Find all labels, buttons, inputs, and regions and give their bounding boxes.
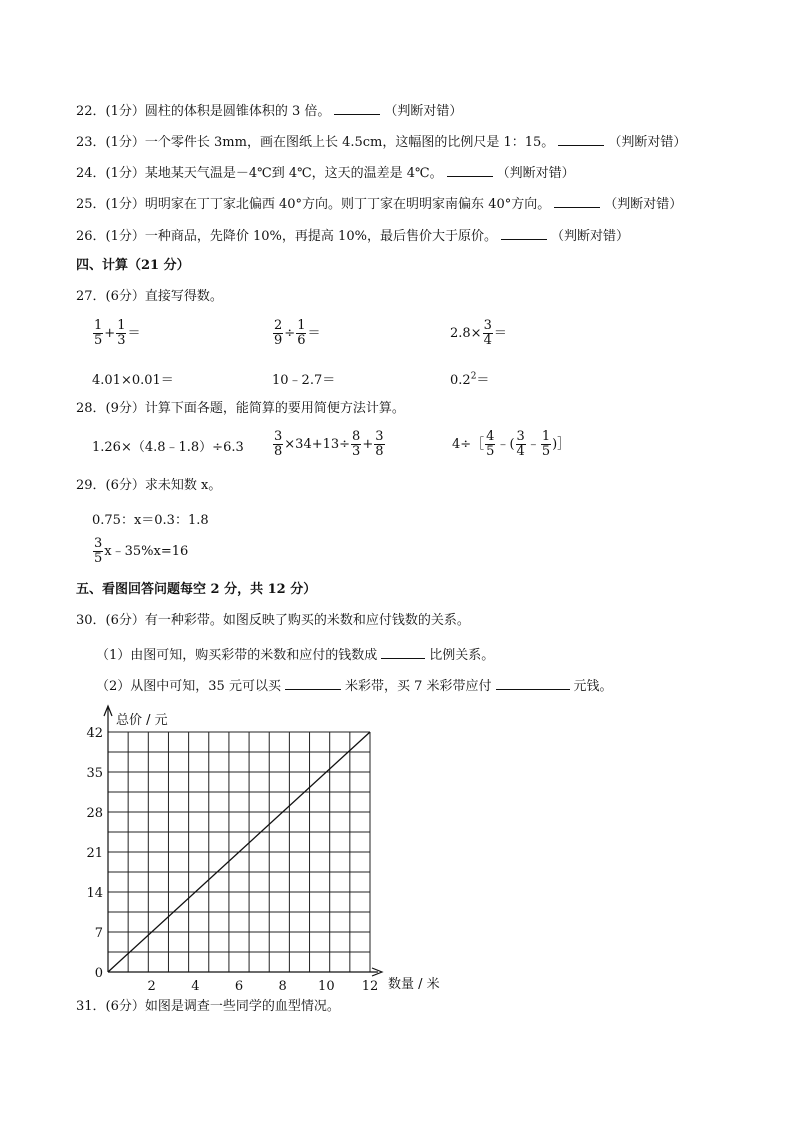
question-26-tail: （判断对错） — [550, 229, 629, 244]
q27-expr-2: $\frac{2}{9}$ ÷ $\frac{1}{6}$ ＝ — [274, 318, 321, 348]
x-tick-label: 4 — [191, 979, 200, 994]
question-24-text: 24．(1分）某地某天气温是－4℃到 4℃，这天的温差是 4℃。 — [76, 166, 443, 181]
question-24 — [76, 162, 575, 184]
section-4-heading: 四、计算（21 分） — [76, 258, 190, 273]
q27-expr-4: 4.01×0.01＝ — [92, 373, 174, 388]
answer-blank-22[interactable] — [334, 100, 380, 115]
question-25-text: 25．(1分）明明家在丁丁家北偏西 40°方向。则丁丁家在明明家南偏东 40°方向。 — [76, 197, 551, 212]
question-24-tail: （判断对错） — [496, 166, 575, 181]
price-quantity-chart — [80, 696, 440, 994]
question-26-text: 26．(1分）一种商品，先降价 10%，再提高 10%，最后售价大于原价。 — [76, 229, 497, 244]
q29-expr-2: $\frac{3}{5}$ x﹣35%x=16 — [94, 536, 189, 566]
answer-blank-30-2[interactable] — [285, 675, 341, 690]
q28-expr-1: 1.26×（4.8﹣1.8）÷6.3 — [92, 440, 244, 455]
q27-expr-5: 10﹣2.7＝ — [272, 373, 336, 388]
answer-blank-26[interactable] — [501, 225, 547, 240]
question-22-text: 22．(1分）圆柱的体积是圆锥体积的 3 倍。 — [76, 104, 331, 119]
question-30-title: 30．(6分）有一种彩带。如图反映了购买的米数和应付钱数的关系。 — [76, 613, 470, 628]
x-tick-label: 12 — [361, 979, 379, 994]
chart-y-axis-label: 总价 / 元 — [116, 713, 168, 728]
question-23 — [76, 131, 686, 153]
question-27-title: 27．(6分）直接写得数。 — [76, 289, 223, 304]
y-tick-label: 7 — [94, 926, 103, 941]
q27-expr-6: $0.2^2=$ — [450, 371, 490, 388]
question-31-title: 31．(6分）如图是调查一些同学的血型情况。 — [76, 999, 340, 1014]
question-22 — [76, 100, 462, 122]
answer-blank-24[interactable] — [447, 162, 493, 177]
question-22-tail: （判断对错） — [384, 104, 463, 119]
question-23-text: 23．(1分）一个零件长 3mm，画在图纸上长 4.5cm，这幅图的比例尺是 1：15。 — [76, 135, 555, 150]
question-30-part-1: （1）由图可知，购买彩带的米数和应付的钱数成 比例关系。 — [96, 644, 494, 666]
question-23-tail: （判断对错） — [608, 135, 687, 150]
y-tick-label: 35 — [86, 766, 103, 781]
q27-expr-3: 2.8× $\frac{3}{4}$ ＝ — [450, 318, 507, 348]
answer-blank-25[interactable] — [554, 193, 600, 208]
y-tick-label: 21 — [86, 846, 103, 861]
q27-expr-1: $\frac{1}{5}$ + $\frac{1}{3}$ ＝ — [94, 318, 141, 348]
y-tick-label: 42 — [86, 726, 103, 741]
y-tick-label: 0 — [94, 966, 103, 981]
q29-expr-1: 0.75：x＝0.3：1.8 — [92, 513, 209, 528]
x-tick-label: 6 — [234, 979, 244, 994]
x-tick-label: 10 — [318, 979, 335, 994]
question-26 — [76, 225, 629, 247]
section-5-heading: 五、看图回答问题每空 2 分，共 12 分） — [76, 582, 317, 597]
chart-tick-labels — [86, 726, 378, 994]
q28-expr-2: $\frac{3}{8}$ ×34+13÷ $\frac{8}{3}$ + $\frac{3}{8}$ — [274, 429, 384, 459]
y-tick-label: 14 — [86, 886, 103, 901]
x-tick-label: 2 — [147, 979, 156, 994]
answer-blank-30-3[interactable] — [496, 675, 570, 690]
q28-expr-3: 4÷［ $\frac{4}{5}$ ﹣( $\frac{3}{4}$ ﹣ $\frac{1}{5}$ )］ — [452, 429, 571, 459]
answer-blank-30-1[interactable] — [381, 644, 425, 659]
y-tick-label: 28 — [86, 806, 103, 821]
question-28-title: 28．(9分）计算下面各题，能简算的要用简便方法计算。 — [76, 401, 405, 416]
chart-x-axis-label: 数量 / 米 — [388, 977, 440, 992]
question-30-part-2: （2）从图中可知，35 元可以买 米彩带，买 7 米彩带应付 元钱。 — [96, 675, 613, 697]
answer-blank-23[interactable] — [558, 131, 604, 146]
chart-axes — [104, 706, 382, 976]
question-25-tail: （判断对错） — [604, 197, 683, 212]
question-29-title: 29．(6分）求未知数 x。 — [76, 478, 222, 493]
question-25 — [76, 193, 682, 215]
x-tick-label: 8 — [278, 979, 287, 994]
